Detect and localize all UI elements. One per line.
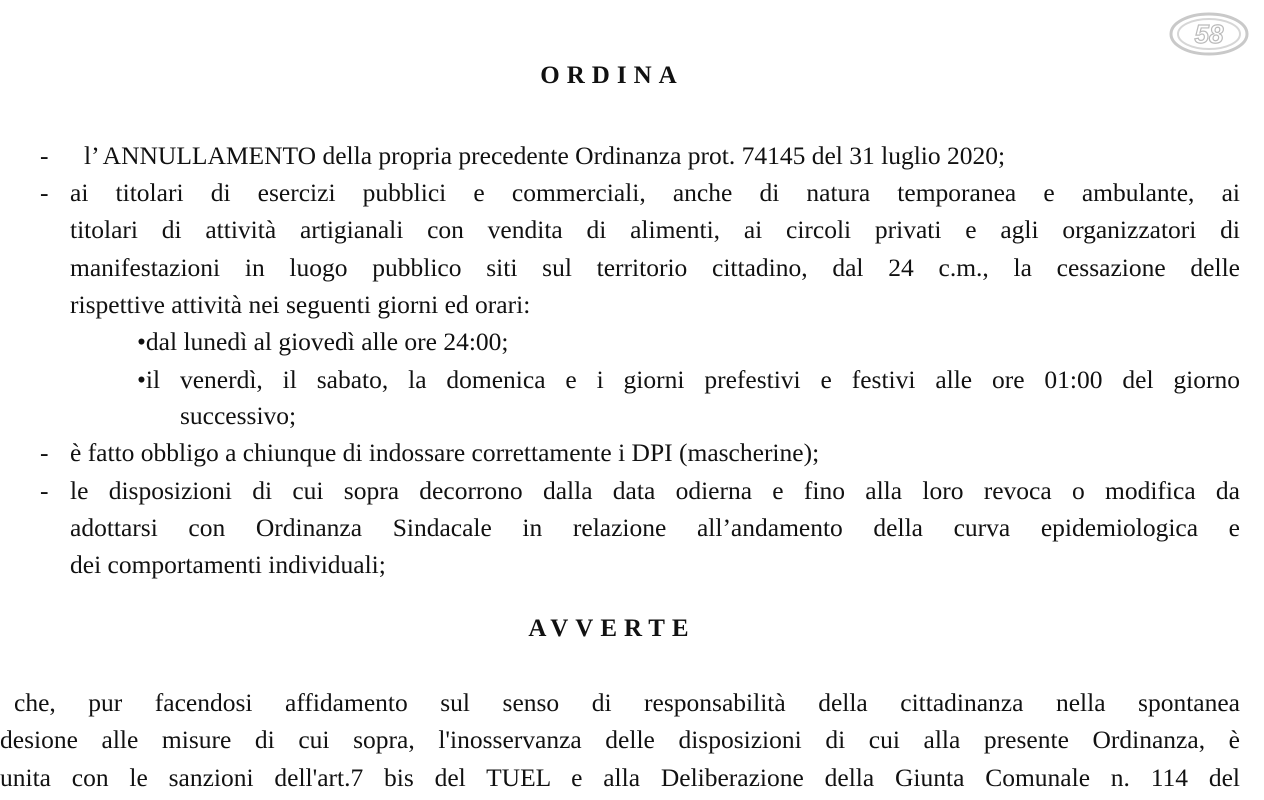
ordina-item4-line: le disposizioni di cui sopra decorrono dalla data odierna e fino alla loro revoca o modifica da bbox=[70, 476, 1240, 505]
ordina-item4-line: adottarsi con Ordinanza Sindacale in relazione all’andamento della curva epidemiologica e bbox=[70, 513, 1240, 542]
heading-avverte: AVVERTE bbox=[528, 615, 696, 642]
ordina-item-dpi: è fatto obbligo a chiunque di indossare correttamente i DPI (mascherine); bbox=[70, 438, 820, 467]
list-dash: - bbox=[40, 178, 49, 207]
bullet-weekend: •il venerdì, il sabato, la domenica e i giorni prefestivi e festivi alle ore 01:00 del giorno bbox=[137, 365, 1240, 394]
list-dash: - bbox=[40, 438, 49, 467]
avverte-line: desione alle misure di cui sopra, l'inosservanza delle disposizioni di cui alla presente Ordinanza, è bbox=[0, 725, 1240, 754]
bullet-weekend-cont: successivo; bbox=[180, 401, 297, 430]
heading-ordina: ORDINA bbox=[540, 62, 684, 89]
ordina-item2-line: ai titolari di esercizi pubblici e commerciali, anche di natura temporanea e ambulante, ai bbox=[70, 178, 1240, 207]
ordina-item2-line: titolari di attività artigianali con vendita di alimenti, ai circoli privati e agli organizzatori di bbox=[70, 215, 1240, 244]
ordina-item2-line: rispettive attività nei seguenti giorni ed orari: bbox=[70, 290, 531, 319]
channel-logo-icon bbox=[1168, 10, 1250, 58]
avverte-line: che, pur facendosi affidamento sul senso di responsabilità della cittadinanza nella spontanea bbox=[14, 688, 1240, 717]
list-dash: - bbox=[40, 141, 49, 170]
svg-text:58: 58 bbox=[1194, 19, 1224, 49]
ordina-item4-line: dei comportamenti individuali; bbox=[70, 550, 386, 579]
bullet-weekdays: •dal lunedì al giovedì alle ore 24:00; bbox=[137, 327, 509, 356]
avverte-line: unita con le sanzioni dell'art.7 bis del TUEL e alla Deliberazione della Giunta Comunale n. 114 del bbox=[0, 763, 1240, 792]
list-dash: - bbox=[40, 476, 49, 505]
ordina-item2-line: manifestazioni in luogo pubblico siti sul territorio cittadino, dal 24 c.m., la cessazione delle bbox=[70, 253, 1240, 282]
ordina-item-annullamento: l’ ANNULLAMENTO della propria precedente Ordinanza prot. 74145 del 31 luglio 2020; bbox=[84, 141, 1006, 170]
